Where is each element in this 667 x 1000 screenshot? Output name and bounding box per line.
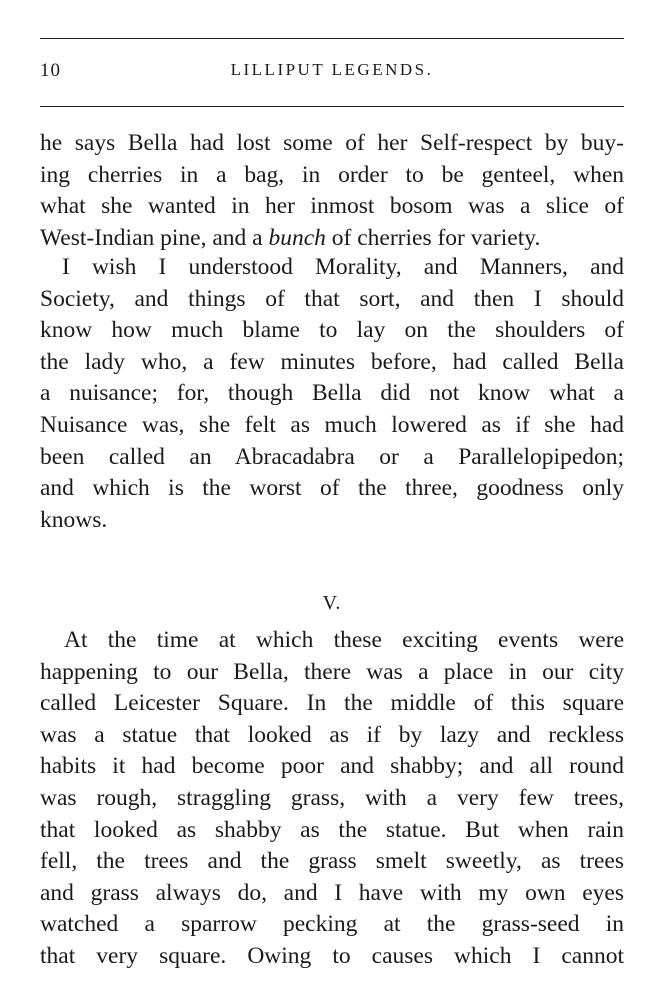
text-line: what she wanted in her inmost bosom was a slice of: [40, 193, 624, 220]
paragraph-morality: [40, 252, 624, 536]
text-line: he says Bella had lost some of her Self-respect by buy-: [40, 130, 624, 156]
header-bottom-rule: [40, 106, 624, 107]
text-line: happening to our Bella, there was a place in our city: [40, 658, 624, 685]
text-line: I wish I understood Morality, and Manners, and: [62, 254, 624, 280]
running-title: LILLIPUT LEGENDS.: [230, 60, 434, 79]
paragraph-continued: [40, 128, 624, 254]
text-span: of cherries for variety.: [325, 224, 541, 251]
text-line: know how much blame to lay on the shoulders of: [40, 317, 624, 344]
header-top-rule: [40, 38, 624, 39]
text-line: a nuisance; for, though Bella did not know what a: [40, 380, 624, 407]
text-line: called Leicester Square. In the middle of this square: [40, 690, 624, 717]
text-line: Nuisance was, she felt as much lowered as if she had: [40, 411, 624, 438]
page-number: 10: [40, 60, 61, 81]
text-line: that very square. Owing to causes which I cannot: [40, 942, 624, 969]
text-line: watched a sparrow pecking at the grass-seed in: [40, 911, 624, 938]
text-line: [40, 223, 624, 255]
text-line: Society, and things of that sort, and then I should: [40, 285, 624, 312]
text-line: that looked as shabby as the statue. But when rain: [40, 816, 624, 843]
text-line: been called an Abracadabra or a Parallelopipedon;: [40, 443, 624, 470]
italic-word: bunch: [268, 224, 326, 251]
text-line: ing cherries in a bag, in order to be genteel, when: [40, 161, 624, 188]
text-line: was a statue that looked as if by lazy and reckless: [40, 721, 624, 748]
page-header: [40, 60, 624, 86]
paragraph-leicester-square: [40, 625, 624, 973]
text-line: and grass always do, and I have with my own eyes: [40, 879, 624, 906]
text-line: At the time at which these exciting events were: [64, 627, 624, 653]
text-span: West-Indian pine, and a: [40, 224, 269, 251]
section-heading: V.: [322, 592, 342, 614]
text-line: habits it had become poor and shabby; and all round: [40, 753, 624, 780]
text-line: was rough, straggling grass, with a very few trees,: [40, 784, 624, 811]
text-line: fell, the trees and the grass smelt sweetly, as trees: [40, 848, 624, 875]
text-line: knows.: [40, 506, 108, 533]
text-line: the lady who, a few minutes before, had called Bella: [40, 348, 624, 375]
text-line: and which is the worst of the three, goodness only: [40, 475, 624, 502]
